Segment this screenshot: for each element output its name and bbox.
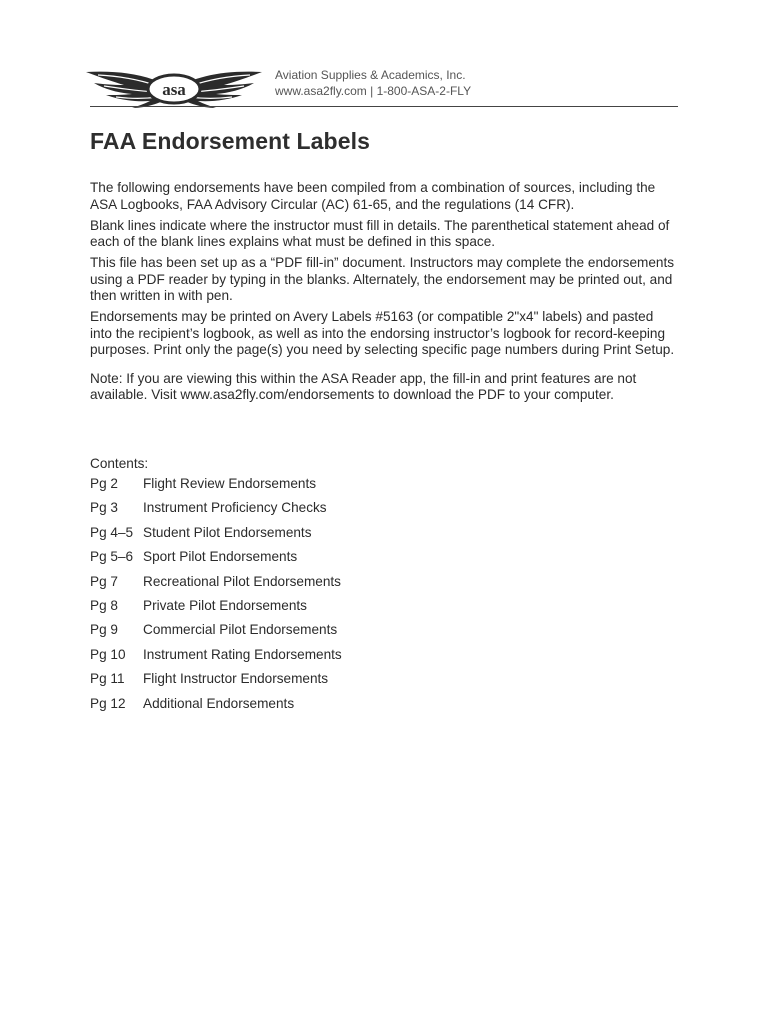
page-title: FAA Endorsement Labels <box>90 128 370 154</box>
toc-item[interactable] <box>90 598 342 622</box>
header-divider <box>90 106 678 107</box>
logo-text: asa <box>162 80 186 99</box>
toc-page: Pg 2 <box>90 476 118 491</box>
table-of-contents <box>90 456 342 720</box>
toc-item[interactable] <box>90 549 342 573</box>
toc-page: Pg 3 <box>90 500 118 516</box>
paragraph-avery-labels: Endorsements may be printed on Avery Labels #5163 (or compatible 2"x4" labels) and pasted into the recipient’s logbook, as well as into the endorsing instructor’s logbook for record-keeping purposes. Print only the page(s) you need by selecting specific page numbers during Print Setup. <box>90 309 675 357</box>
toc-title: Private Pilot Endorsements <box>143 597 307 613</box>
toc-page: Pg 7 <box>90 573 118 589</box>
toc-item[interactable] <box>90 525 342 549</box>
toc-title: Sport Pilot Endorsements <box>143 549 298 565</box>
toc-title: Recreational Pilot Endorsements <box>143 573 341 589</box>
toc-item[interactable] <box>90 647 342 671</box>
toc-item[interactable] <box>90 622 342 646</box>
toc-page: Pg 12 <box>90 695 126 711</box>
toc-page: Pg 11 <box>90 671 125 687</box>
toc-page: Pg 8 <box>90 597 118 613</box>
company-contact: www.asa2fly.com | 1-800-ASA-2-FLY <box>275 84 472 98</box>
toc-title: Flight Review Endorsements <box>143 476 317 491</box>
intro-text <box>90 180 685 408</box>
contents-label: Contents: <box>90 456 149 471</box>
toc-item[interactable] <box>90 574 342 598</box>
company-info <box>275 67 471 99</box>
toc-title: Additional Endorsements <box>143 695 295 711</box>
toc-item[interactable] <box>90 500 342 524</box>
toc-title: Student Pilot Endorsements <box>143 524 312 540</box>
company-name: Aviation Supplies & Academics, Inc. <box>275 68 466 82</box>
paragraph-blank-lines: Blank lines indicate where the instructor must fill in details. The parenthetical statement ahead of each of the blank lines explains what must be defined in this space. <box>90 217 670 249</box>
asa-wings-logo <box>84 62 264 118</box>
toc-page: Pg 5–6 <box>90 549 134 565</box>
toc-title: Commercial Pilot Endorsements <box>143 622 338 638</box>
toc-page: Pg 10 <box>90 646 126 662</box>
toc-item[interactable] <box>90 476 342 500</box>
toc-page: Pg 4–5 <box>90 524 134 540</box>
toc-item[interactable] <box>90 671 342 695</box>
toc-page: Pg 9 <box>90 622 118 638</box>
toc-title: Instrument Proficiency Checks <box>143 500 327 516</box>
paragraph-pdf-fill-in: This file has been set up as a “PDF fill-in” document. Instructors may complete the endorsements using a PDF reader by typing in the blanks. Alternately, the endorsement may be printed out, and then written in with pen. <box>90 255 675 303</box>
paragraph-note: Note: If you are viewing this within the ASA Reader app, the fill-in and print features are not available. Visit www.asa2fly.com/endorsements to download the PDF to your computer. <box>90 370 637 402</box>
toc-title: Flight Instructor Endorsements <box>143 671 329 687</box>
toc-item[interactable] <box>90 696 342 720</box>
paragraph-sources: The following endorsements have been compiled from a combination of sources, including the ASA Logbooks, FAA Advisory Circular (AC) 61-65, and the regulations (14 CFR). <box>90 180 656 212</box>
toc-title: Instrument Rating Endorsements <box>143 646 342 662</box>
